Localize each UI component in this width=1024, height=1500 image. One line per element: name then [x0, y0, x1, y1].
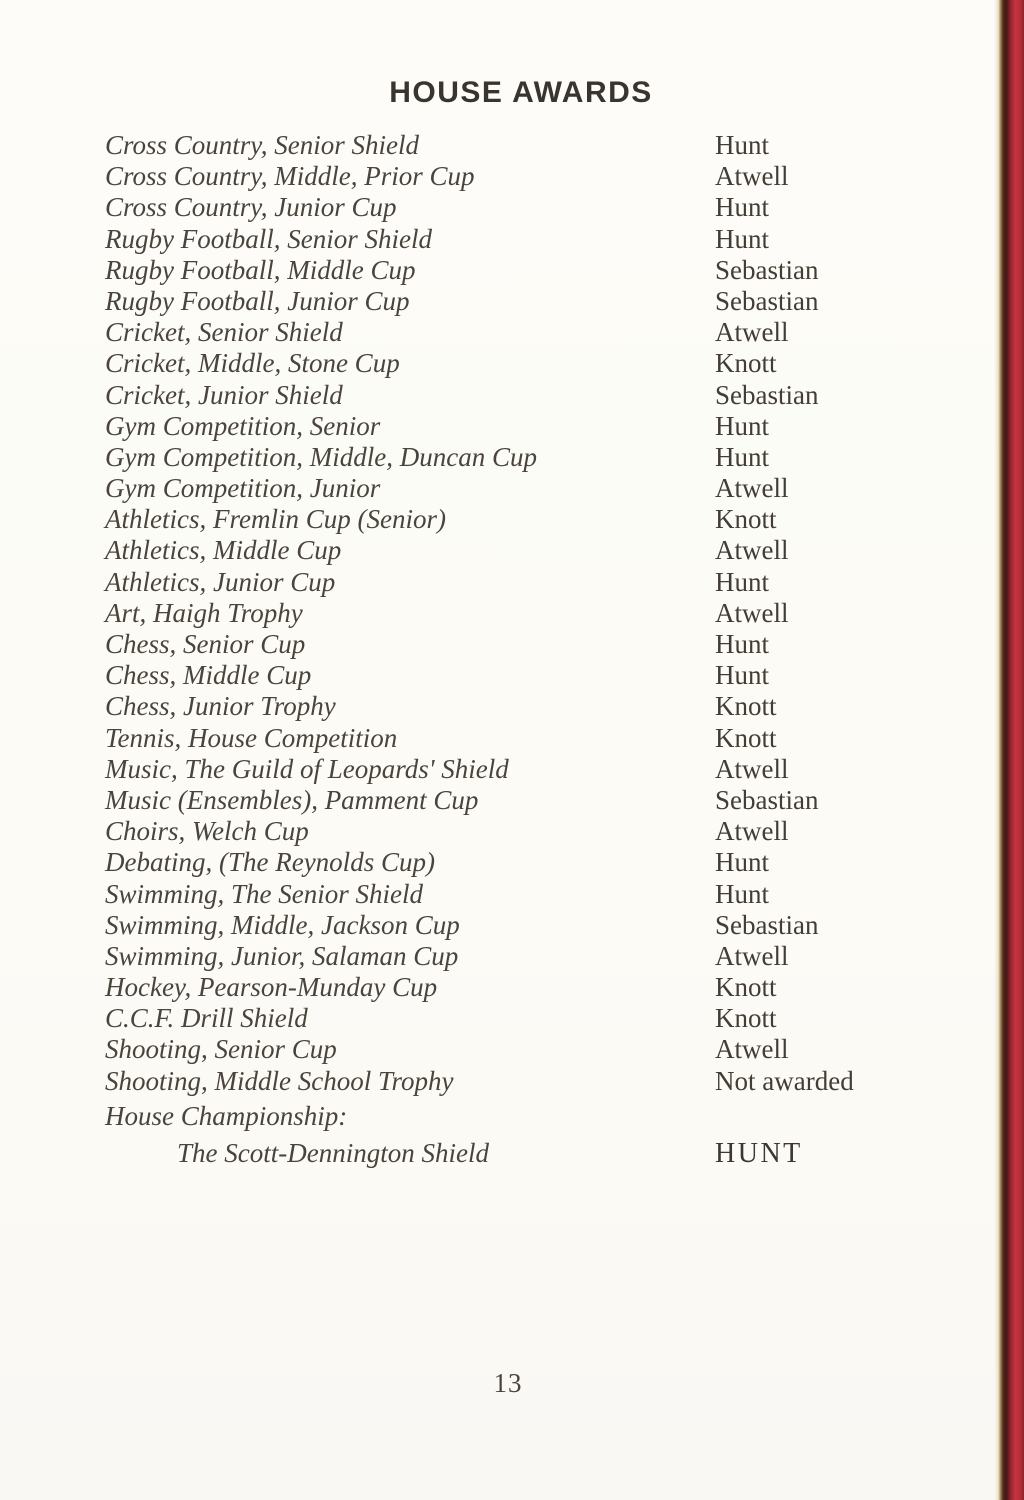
- award-row: [105, 847, 984, 878]
- award-winner: Knott: [715, 504, 777, 535]
- award-winner: Atwell: [715, 535, 789, 566]
- award-row: [105, 317, 984, 348]
- award-event: Shooting, Middle School Trophy: [105, 1065, 454, 1096]
- award-event: C.C.F. Drill Shield: [105, 1003, 308, 1034]
- award-row: [105, 1003, 984, 1034]
- award-winner: Sebastian: [715, 254, 819, 285]
- award-winner: Hunt: [715, 878, 769, 909]
- award-row: [105, 941, 984, 972]
- award-event: Music (Ensembles), Pamment Cup: [105, 784, 479, 815]
- award-winner: Atwell: [715, 1034, 789, 1065]
- award-winner: Sebastian: [715, 379, 819, 410]
- award-winner: Atwell: [715, 753, 789, 784]
- award-event: Athletics, Middle Cup: [105, 535, 342, 566]
- award-winner: Knott: [715, 722, 777, 753]
- award-row: [105, 910, 984, 941]
- award-winner: Knott: [715, 972, 777, 1003]
- page-title: HOUSE AWARDS: [389, 76, 653, 109]
- award-event: Hockey, Pearson-Munday Cup: [105, 972, 438, 1003]
- award-event: Gym Competition, Middle, Duncan Cup: [105, 441, 537, 472]
- award-winner: Sebastian: [715, 784, 819, 815]
- award-row: [105, 192, 984, 223]
- award-winner: Atwell: [715, 473, 789, 504]
- award-event: Shooting, Senior Cup: [105, 1034, 337, 1065]
- award-row: [105, 348, 984, 379]
- award-event: Cricket, Middle, Stone Cup: [105, 348, 400, 379]
- award-winner: Not awarded: [715, 1065, 854, 1096]
- awards-list: [105, 130, 984, 1169]
- award-winner: Hunt: [715, 192, 769, 223]
- award-event: Rugby Football, Senior Shield: [105, 223, 432, 254]
- award-row: [105, 629, 984, 660]
- award-winner: Hunt: [715, 660, 769, 691]
- award-row: [105, 286, 984, 317]
- award-event: Athletics, Junior Cup: [105, 566, 336, 597]
- award-winner: Atwell: [715, 161, 789, 192]
- award-row: [105, 785, 984, 816]
- championship-trophy: The Scott-Dennington Shield: [177, 1138, 489, 1168]
- award-event: Swimming, Middle, Jackson Cup: [105, 909, 460, 940]
- championship-label: House Championship:: [105, 1100, 348, 1131]
- award-winner: Sebastian: [715, 909, 819, 940]
- award-winner: Knott: [715, 1003, 777, 1034]
- championship-winner: HUNT: [715, 1138, 803, 1169]
- award-row: [105, 598, 984, 629]
- award-event: Cross Country, Middle, Prior Cup: [105, 161, 475, 192]
- award-winner: Hunt: [715, 847, 769, 878]
- award-winner: Sebastian: [715, 285, 819, 316]
- award-event: Cross Country, Senior Shield: [105, 130, 420, 160]
- award-event: Swimming, The Senior Shield: [105, 878, 423, 909]
- award-row: [105, 879, 984, 910]
- award-row: [105, 723, 984, 754]
- award-row: [105, 411, 984, 442]
- award-winner: Atwell: [715, 816, 789, 847]
- award-row: [105, 442, 984, 473]
- award-event: Cross Country, Junior Cup: [105, 192, 397, 223]
- award-event: Rugby Football, Middle Cup: [105, 254, 416, 285]
- award-row: [105, 535, 984, 566]
- award-row: [105, 754, 984, 785]
- award-event: Art, Haigh Trophy: [105, 597, 303, 628]
- award-winner: Knott: [715, 691, 777, 722]
- award-event: Debating, (The Reynolds Cup): [105, 847, 435, 878]
- award-event: Swimming, Junior, Salaman Cup: [105, 940, 459, 971]
- award-row: [105, 255, 984, 286]
- award-winner: Hunt: [715, 410, 769, 441]
- award-event: Tennis, House Competition: [105, 722, 398, 753]
- award-event: Rugby Football, Junior Cup: [105, 285, 410, 316]
- award-event: Gym Competition, Junior: [105, 473, 381, 504]
- award-event: Chess, Middle Cup: [105, 660, 312, 691]
- award-row: [105, 816, 984, 847]
- award-event: Athletics, Fremlin Cup (Senior): [105, 504, 446, 535]
- award-row: [105, 1066, 984, 1097]
- award-row: [105, 161, 984, 192]
- award-winner: Knott: [715, 348, 777, 379]
- award-winner: Hunt: [715, 130, 769, 160]
- championship-trophy-row: [105, 1138, 984, 1169]
- award-event: Cricket, Senior Shield: [105, 317, 343, 348]
- award-row: [105, 1034, 984, 1065]
- award-winner: Hunt: [715, 441, 769, 472]
- award-event: Gym Competition, Senior: [105, 410, 381, 441]
- award-row: [105, 130, 984, 161]
- award-winner: Hunt: [715, 223, 769, 254]
- award-winner: Atwell: [715, 940, 789, 971]
- award-row: [105, 473, 984, 504]
- award-row: [105, 380, 984, 411]
- award-row: [105, 504, 984, 535]
- award-event: Chess, Senior Cup: [105, 629, 306, 659]
- book-binding-edge: [994, 0, 1024, 1500]
- award-winner: Hunt: [715, 566, 769, 597]
- award-row: [105, 224, 984, 255]
- championship-label-row: [105, 1101, 984, 1132]
- page-number: 13: [493, 1368, 523, 1398]
- award-row: [105, 567, 984, 598]
- award-row: [105, 691, 984, 722]
- award-winner: Hunt: [715, 629, 769, 659]
- award-row: [105, 660, 984, 691]
- award-event: Cricket, Junior Shield: [105, 379, 343, 410]
- award-winner: Atwell: [715, 597, 789, 628]
- award-winner: Atwell: [715, 317, 789, 348]
- award-event: Chess, Junior Trophy: [105, 691, 336, 722]
- award-event: Music, The Guild of Leopards' Shield: [105, 753, 509, 784]
- award-event: Choirs, Welch Cup: [105, 816, 309, 847]
- award-row: [105, 972, 984, 1003]
